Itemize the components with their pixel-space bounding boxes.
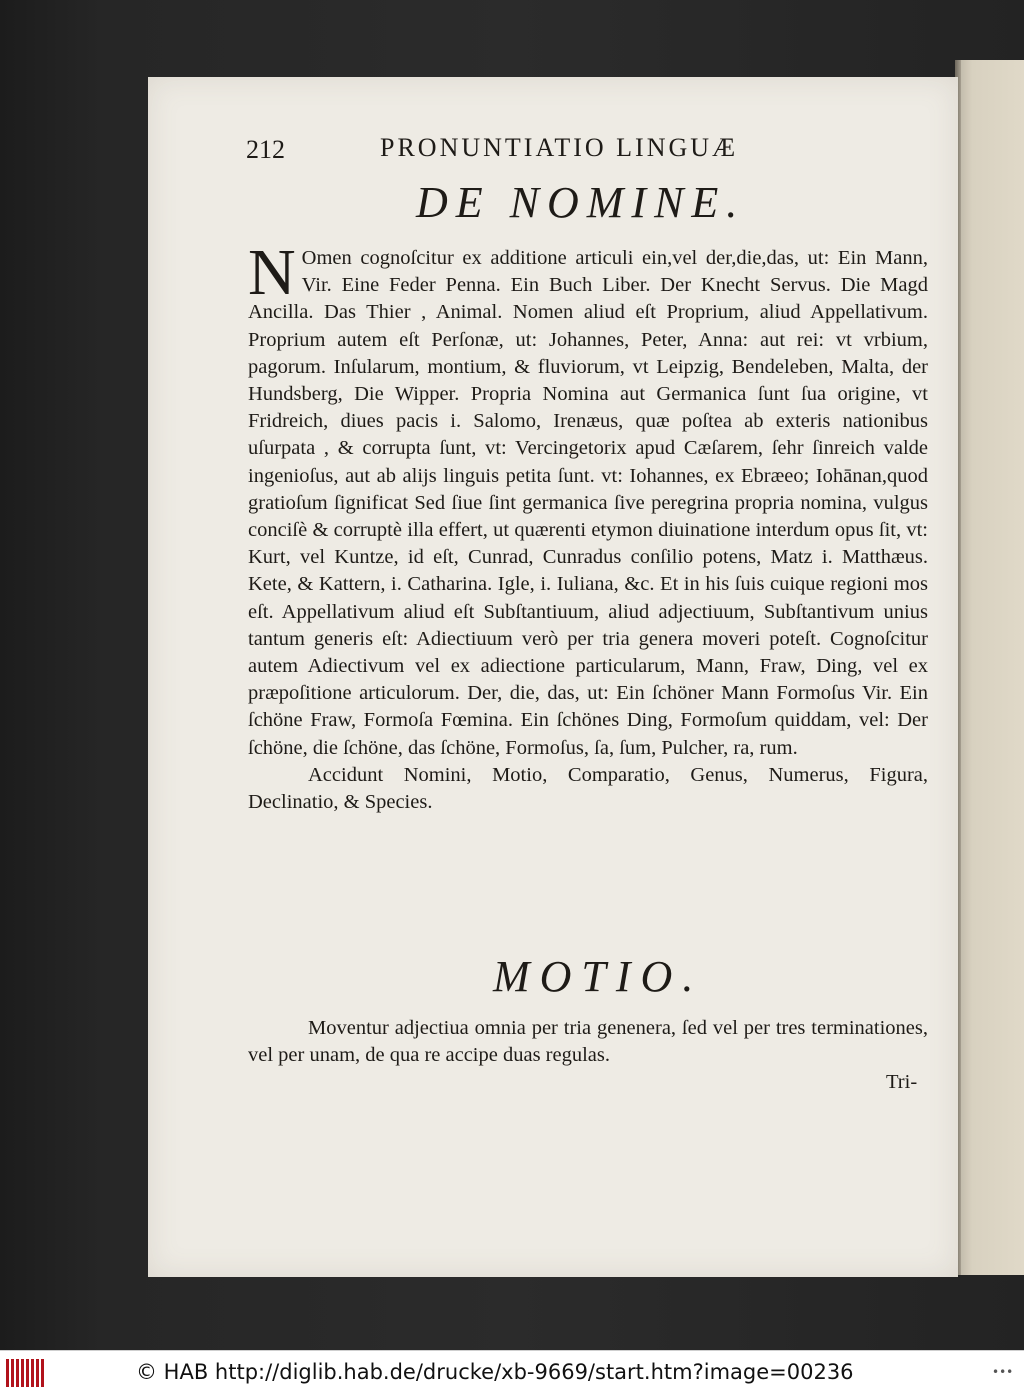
drop-cap: N [248,236,296,309]
more-icon: ••• [992,1365,1014,1379]
footer-bar [0,1350,1024,1394]
footer-copyright-link[interactable]: © HAB http://diglib.hab.de/drucke/xb-9669/start.htm?image=00236 [136,1360,854,1384]
running-head: PRONUNTIATIO LINGUÆ [380,133,739,162]
paragraph-nomen-text: Omen cognoſcitur ex additione articuli ein,vel der,die,das, ut: Ein Mann, Vir. Eine Feder Penna. Ein Buch Liber. Der Knecht Servus. Die Magd Ancilla. Das Thier , Animal. Nomen aliud eſt Proprium, aliud Appellativum. Proprium autem eſt Perſonæ, ut: Johannes, Peter, Anna: aut rei: vt vrbium, pagorum. Inſularum, montium, & fluviorum, vt Leipzig, Bendeleben, Malta, der Hundsberg, Die Wipper. Propria Nomina aut Germanica ſunt ſua origine, vt Fridreich, diues pacis i. Salomo, Irenæus, quæ poſtea ab exteris nationibus uſurpata , & corrupta ſunt, vt: Vercingetorix apud Cæſarem, ſehr ſinreich valde ingenioſus, aut ab alijs linguis petita ſunt. vt: Iohannes, ex Ebræeo; Iohānan,quod gratioſum ſignificat Sed ſiue ſint germanica ſive peregrina propria nomina, vulgus conciſè & corruptè illa effert, ut quærenti etymon diuinatione interdum opus ſit, vt: Kurt, vel Kuntze, id eſt, Cunrad, Cunradus conſilio potens, Matz i. Matthæus. Kete, & Kattern, i. Catharina. Igle, i. Iuliana, &c. Et in his ſuis cuique regioni mos eſt. Appellativum aliud eſt Subſtantiuum, aliud adjectiuum, Subſtantivum unius tantum generis eſt: Adiectiuum verò per tria genera moveri poteſt. Cognoſcitur autem Adiectivum vel ex adiectione particularum, Mann, Fraw, Ding, vel ex præpoſitione articulorum. Der, die, das, ut: Ein ſchöner Mann Formoſus Vir. Ein ſchöne Fraw, Formoſa Fœmina. Ein ſchönes Ding, Formoſum quiddam, vel: Der ſchöne, die ſchöne, das ſchöne, Formoſus, ſa, ſum, Pulcher, ra, rum. [248,247,928,759]
catchword: Tri- [886,1071,918,1093]
paragraph-nomen [248,236,928,762]
next-page-edge [955,60,1024,1275]
body-text-motio [248,1015,928,1069]
section-title-de-nomine: DE NOMINE. [416,178,746,227]
book-page [148,77,958,1277]
page-number: 212 [246,135,285,164]
body-text-de-nomine [248,236,928,816]
section-title-motio: MOTIO. [493,952,704,1001]
hab-logo-icon [6,1359,46,1387]
paragraph-accidunt: Accidunt Nomini, Motio, Comparatio, Genus, Numerus, Figura, Declinatio, & Species. [248,763,928,814]
paragraph-moventur: Moventur adjectiua omnia per tria genenera, ſed vel per tres terminationes, vel per unam, de qua re accipe duas regulas. [248,1017,928,1067]
